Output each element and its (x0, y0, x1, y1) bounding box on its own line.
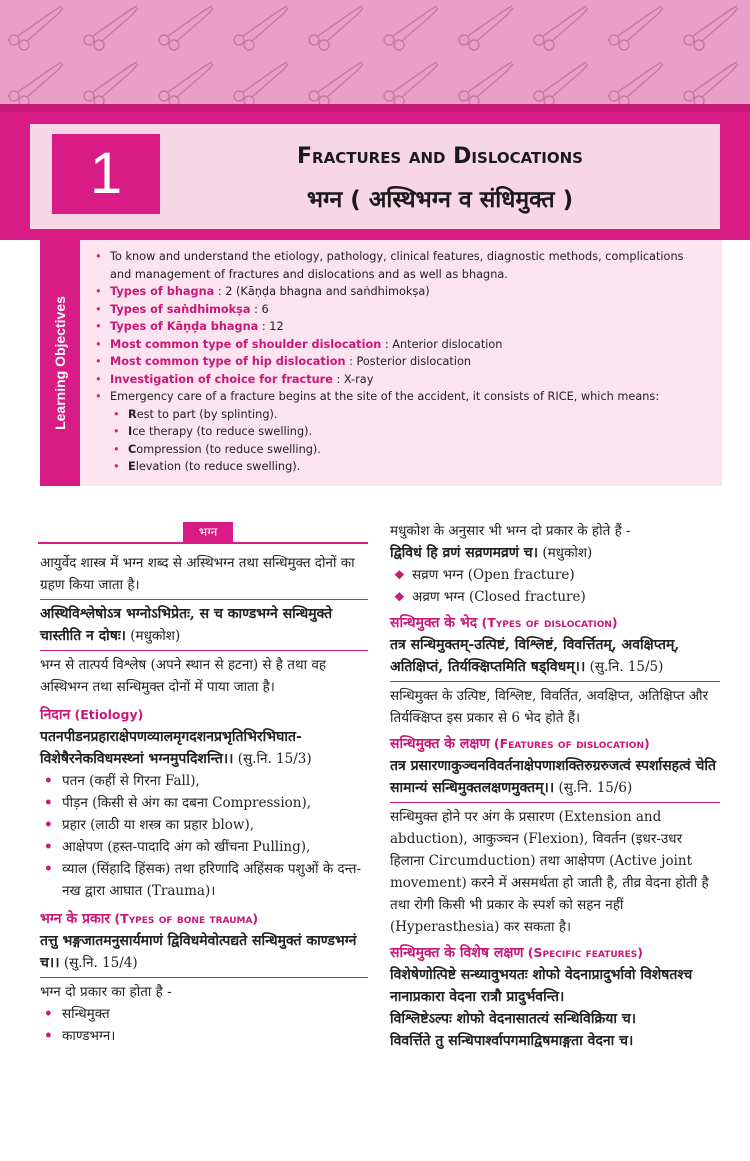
verse: पतनपीडनप्रहाराक्षेपणव्यालमृगदशनप्रभृतिभिरभिघात-विशेषैरनेकविधमस्थ्नां भग्नमुपदिशन्ति।। (सु.नि. 15/3) (40, 729, 312, 767)
chapter-title-english: Fractures and Dislocations (297, 144, 583, 169)
list-item: • काण्डभग्न। (62, 1025, 368, 1047)
heading: सन्धिमुक्त के विशेष लक्षण (Specific features) (390, 945, 643, 961)
list-item: • आक्षेपण (हस्त-पादादि अंग को खींचना Pulling), (62, 836, 368, 858)
objective-item: • Most common type of shoulder dislocation : Anterior dislocation (110, 336, 708, 354)
objective-item: • Types of Kāṇḍa bhagna : 12 (110, 318, 708, 336)
objective-item: • Most common type of hip dislocation : Posterior dislocation (110, 353, 708, 371)
learning-objectives-label: Learning Objectives (52, 296, 68, 430)
list-item: • प्रहार (लाठी या शस्त्र का प्रहार blow), (62, 814, 368, 836)
objective-item: • To know and understand the etiology, pathology, clinical features, diagnostic methods, complications and management of fractures and dislocations and as well as bhagna. (110, 248, 708, 283)
causes-list (40, 770, 368, 902)
paragraph: सन्धिमुक्त के उत्पिष्ट, विश्लिष्ट, विवर्तित, अवक्षिप्त, अतिक्षिप्त और तिर्यक्क्षिप्त इस प्रकार से 6 भेद होते हैं। (390, 688, 709, 726)
list-item: • सन्धिमुक्त (62, 1003, 368, 1025)
heading: भग्न के प्रकार (Types of bone trauma) (40, 911, 259, 927)
header-banner (0, 0, 750, 112)
list-item: ❖ सव्रण भग्न (Open fracture) (412, 564, 720, 586)
heading: सन्धिमुक्त के भेद (Types of dislocation) (390, 615, 618, 631)
divider (40, 650, 368, 651)
section-tab: भग्न (183, 522, 233, 542)
list-item: • पतन (कहीं से गिरना Fall), (62, 770, 368, 792)
section-rule (38, 542, 368, 544)
chapter-title-box (0, 112, 750, 240)
objective-item: • Investigation of choice for fracture : X-ray (110, 371, 708, 389)
chapter-title-panel (30, 124, 720, 229)
list-item: • पीड़न (किसी से अंग का दबना Compression), (62, 792, 368, 814)
divider (390, 802, 720, 803)
verse: विवर्त्तिते तु सन्धिपार्श्वापगमाद्विषमाङ्गता वेदना च। (390, 1033, 634, 1049)
learning-objectives (0, 240, 750, 490)
intro-paragraph: आयुर्वेद शास्त्र में भग्न शब्द से अस्थिभग्न तथा सन्धिमुक्त दोनों का ग्रहण किया जाता है। (40, 555, 355, 593)
objective-item: • Emergency care of a fracture begins at the site of the accident, it consists of RICE, which means: (110, 388, 708, 406)
objective-item: • Types of bhagna : 2 (Kāṇḍa bhagna and saṅdhimokṣa) (110, 283, 708, 301)
paragraph: मधुकोश के अनुसार भी भग्न दो प्रकार के होते हैं - (390, 523, 631, 539)
rice-item: • Elevation (to reduce swelling). (110, 458, 708, 476)
heading: निदान (Etiology) (40, 707, 144, 723)
chapter-title-hindi: भग्न ( अस्थिभग्न व संधिमुक्त ) (306, 187, 574, 213)
paragraph: सन्धिमुक्त होने पर अंग के प्रसारण (Extension and abduction), आकुञ्चन (Flexion), विवर्तन (इधर-उधर हिलाना Circumduction) तथा आक्षेपण (Active joint movement) करने में असमर्थता हो जाती है, तीव्र वेदना होती है तथा रोगी किसी भी प्रकार के स्पर्श को सहन नहीं (Hyperasthesia) कर सकता है। (390, 809, 709, 935)
right-column (390, 520, 720, 1052)
verse: विश्लिष्टेऽल्पः शोफो वेदनासातत्यं सन्धिविक्रिया च। (390, 1011, 637, 1027)
paragraph: भग्न दो प्रकार का होता है - (40, 984, 172, 1000)
divider (40, 599, 368, 600)
forceps-pattern-icon (0, 0, 750, 112)
verse: तत्तु भङ्गजातमनुसार्यमाणं द्विविधमेवोत्पद्यते सन्धिमुक्तं काण्डभग्नं च।। (सु.नि. 15/4) (40, 933, 357, 971)
verse: तत्र प्रसारणाकुञ्चनविवर्तनाक्षेपणाशक्तिरुग्ररुजत्वं स्पर्शासहत्वं चेति सामान्यं सन्धिमुक्तलक्षणमुक्तम्।। (सु.नि. 15/6) (390, 758, 716, 796)
rice-item: • Compression (to reduce swelling). (110, 441, 708, 459)
learning-objectives-label-bar (40, 240, 80, 486)
heading: सन्धिमुक्त के लक्षण (Features of dislocation) (390, 736, 650, 752)
chapter-number: 1 (52, 134, 160, 214)
rice-item: • Rest to part (by splinting). (110, 406, 708, 424)
objective-item: • Types of saṅdhimokṣa : 6 (110, 301, 708, 319)
divider (390, 681, 720, 682)
two-types-list (40, 1003, 368, 1047)
list-item: • व्याल (सिंहादि हिंसक) तथा हरिणादि अहिंसक पशुओं के दन्त-नख द्वारा आघात (Trauma)। (62, 858, 368, 902)
verse: द्विविधं हि व्रणं सव्रणमव्रणं च। (मधुकोश) (390, 545, 593, 561)
left-column (40, 552, 368, 1047)
rice-item: • Ice therapy (to reduce swelling). (110, 423, 708, 441)
fracture-types-list (390, 564, 720, 608)
list-item: ❖ अव्रण भग्न (Closed fracture) (412, 586, 720, 608)
verse: अस्थिविश्लेषोऽत्र भग्नोऽभिप्रेतः, स च काण्डभग्ने सन्धिमुक्ते चास्तीति न दोषः। (मधुकोश) (40, 606, 333, 644)
learning-objectives-box (80, 240, 722, 486)
verse: तत्र सन्धिमुक्तम्-उत्पिष्टं, विश्लिष्टं, विवर्त्तितम्, अवक्षिप्तम्, अतिक्षिप्तं, तिर्यक्क्षिप्तमिति षड्विधम्।। (सु.नि. 15/5) (390, 637, 680, 675)
divider (40, 977, 368, 978)
paragraph: भग्न से तात्पर्य विश्लेष (अपने स्थान से हटना) से है तथा वह अस्थिभग्न तथा सन्धिमुक्त दोनों में पाया जाता है। (40, 657, 327, 695)
verse: विशेषेणोत्पिष्टे सन्ध्यावुभयतः शोफो वेदनाप्रादुर्भावो विशेषतश्च नानाप्रकारा वेदना रात्रौ प्रादुर्भवन्ति। (390, 967, 693, 1005)
